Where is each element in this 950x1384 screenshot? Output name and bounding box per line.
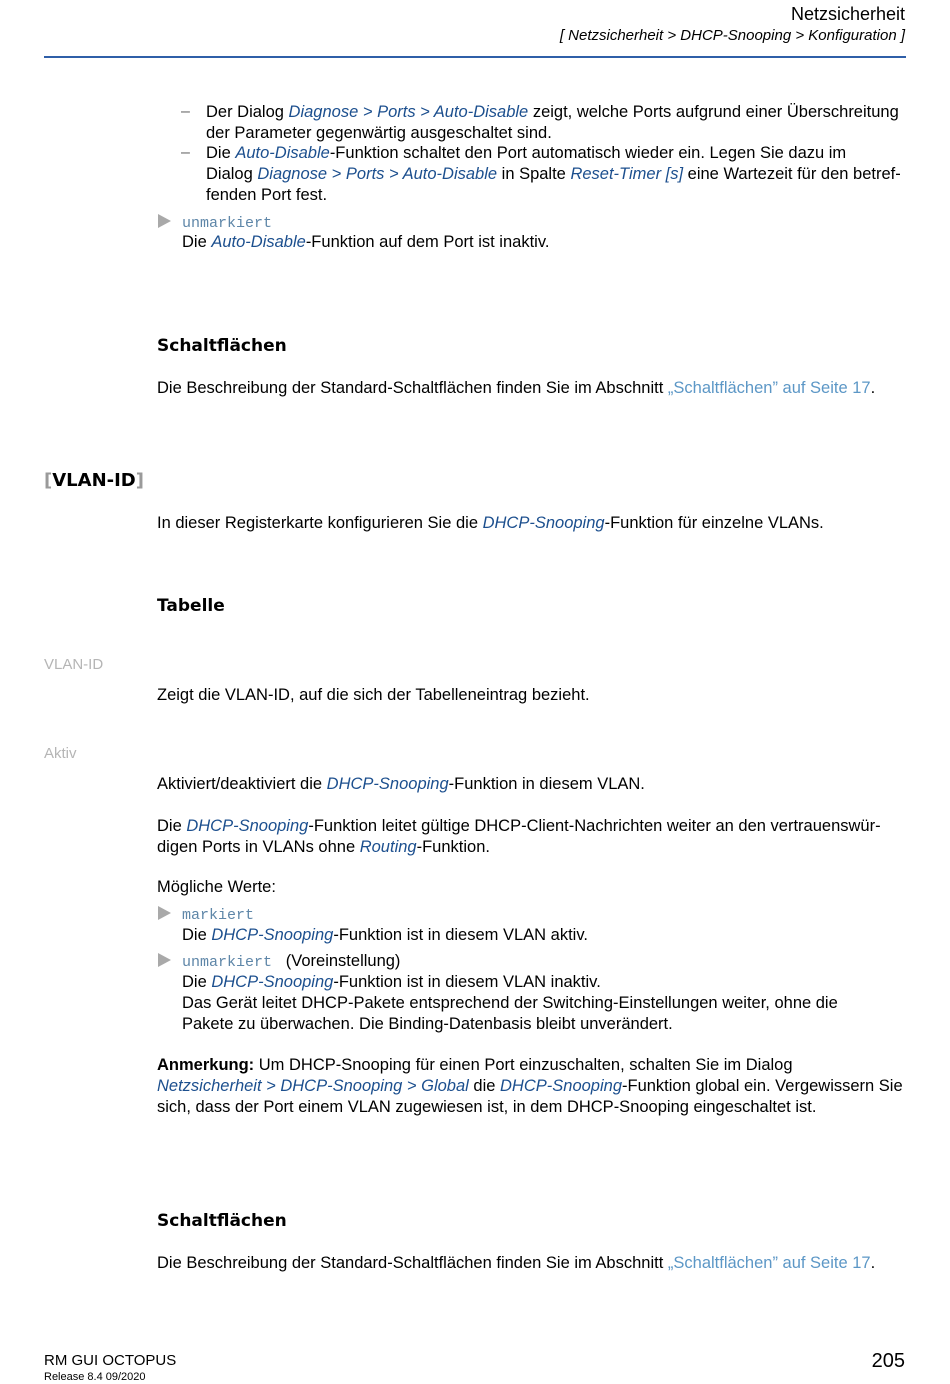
header-rule (44, 56, 906, 58)
paragraph: Aktiviert/deaktiviert die DHCP-Snooping-Funktion in diesem VLAN. (157, 775, 645, 793)
triangle-bullet-icon (158, 906, 171, 920)
parameter-description: Zeigt die VLAN-ID, auf die sich der Tabelleneintrag bezieht. (157, 686, 590, 704)
section-heading: Schaltflächen (157, 1211, 287, 1231)
section-heading: Tabelle (157, 596, 225, 616)
column-reference: Reset-Timer [s] (570, 165, 684, 183)
option-description: Die DHCP-Snooping-Funktion ist in diesem VLAN inaktiv. Das Gerät leitet DHCP-Pakete entsprechend der Switching-Einstellungen weiter, ohne die Pakete zu überwachen. Die Binding-Datenbasis bleibt unverändert. (182, 973, 838, 1033)
dialog-reference: Diagnose > Ports > Auto-Disable (257, 165, 498, 183)
parameter-label: VLAN-ID (44, 656, 104, 673)
option-value: unmarkiert (182, 215, 273, 232)
option-value: markiert (182, 907, 255, 924)
section-title: [VLAN-ID] (44, 470, 144, 491)
cross-reference-link[interactable]: „Schaltflächen” auf Seite 17 (667, 379, 871, 397)
option-description: Die Auto-Disable-Funktion auf dem Port ist inaktiv. (182, 233, 550, 251)
section-heading: Schaltflächen (157, 336, 287, 356)
page-number: 205 (871, 1350, 905, 1372)
list-item: Der Dialog Diagnose > Ports > Auto-Disable zeigt, welche Ports aufgrund einer Überschreitung der Parameter gegenwärtig ausgeschaltet sind. (206, 103, 899, 142)
page-header-title: Netzsicherheit (790, 4, 905, 24)
triangle-bullet-icon (158, 214, 171, 228)
dialog-reference: Diagnose > Ports > Auto-Disable (288, 103, 529, 121)
function-reference: Auto-Disable (235, 144, 330, 162)
paragraph: Die DHCP-Snooping-Funktion leitet gültige DHCP-Client-Nachrichten weiter an den vertrauenswür- digen Ports in VLANs ohne Routing-Funktion. (157, 817, 881, 856)
footer-release: Release 8.4 09/2020 (44, 1371, 146, 1383)
triangle-bullet-icon (158, 953, 171, 967)
list-item: Die Auto-Disable-Funktion schaltet den Port automatisch wieder ein. Legen Sie dazu im Dialog Diagnose > Ports > Auto-Disable in Spalte Reset-Timer [s] eine Wartezeit für den betref- fenden Port fest. (206, 144, 901, 204)
option-value: unmarkiert (Voreinstellung) (182, 952, 401, 971)
paragraph: Die Beschreibung der Standard-Schaltflächen finden Sie im Abschnitt „Schaltflächen” auf Seite 17. (157, 1254, 876, 1272)
paragraph: In dieser Registerkarte konfigurieren Sie die DHCP-Snooping-Funktion für einzelne VLANs. (157, 514, 824, 532)
footer-product: RM GUI OCTOPUS (44, 1352, 177, 1369)
note-paragraph: Anmerkung: Um DHCP-Snooping für einen Port einzuschalten, schalten Sie im Dialog Netzsicherheit > DHCP-Snooping > Global die DHCP-Snooping-Funktion global ein. Vergewissern Sie sich, dass der Port einem VLAN zugewiesen ist, in dem DHCP-Snooping eingeschaltet ist. (157, 1056, 903, 1116)
dash-bullet: – (181, 103, 190, 120)
option-description: Die DHCP-Snooping-Funktion ist in diesem VLAN aktiv. (182, 926, 588, 944)
parameter-label: Aktiv (44, 745, 77, 762)
breadcrumb: [ Netzsicherheit > DHCP-Snooping > Konfiguration ] (559, 27, 905, 44)
paragraph: Die Beschreibung der Standard-Schaltflächen finden Sie im Abschnitt „Schaltflächen” auf Seite 17. (157, 379, 876, 397)
dash-bullet: – (181, 144, 190, 161)
paragraph: Mögliche Werte: (157, 878, 276, 896)
cross-reference-link[interactable]: „Schaltflächen” auf Seite 17 (667, 1254, 871, 1272)
